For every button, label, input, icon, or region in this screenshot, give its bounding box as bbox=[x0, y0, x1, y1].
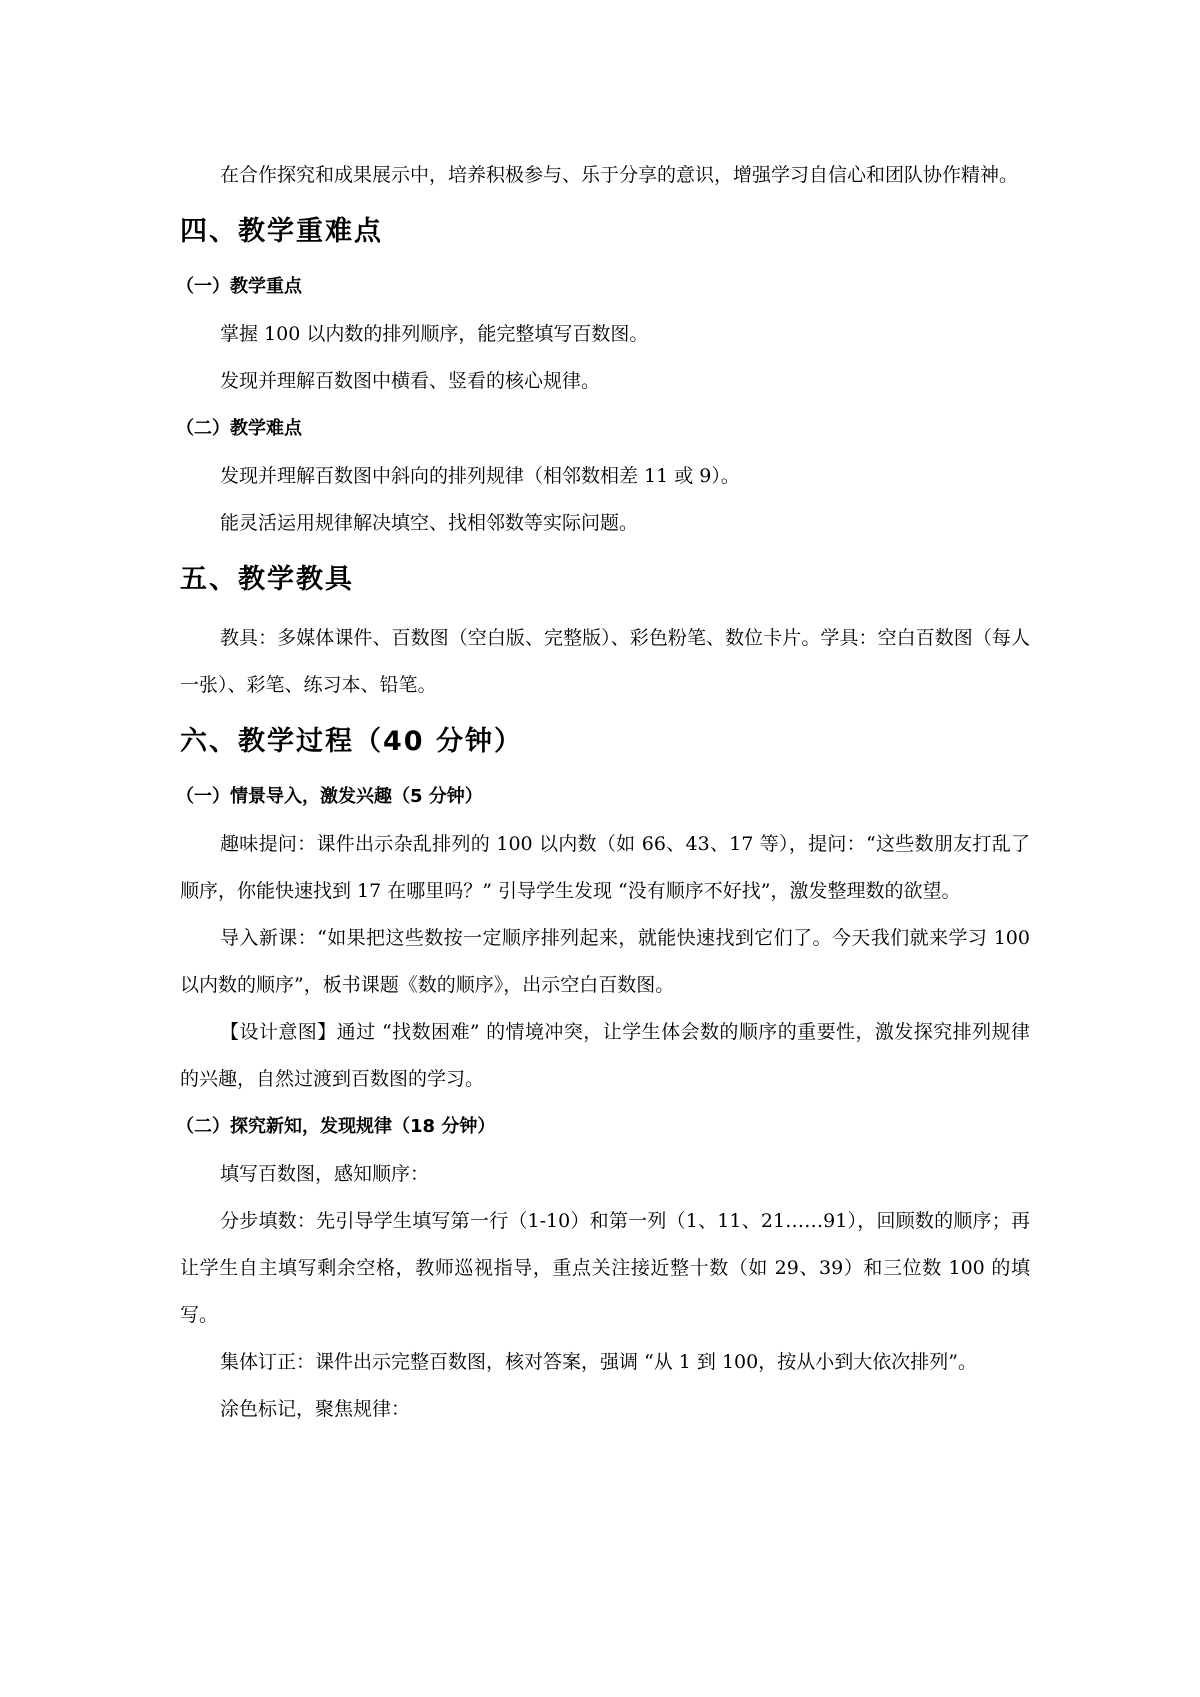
paragraph: 教具：多媒体课件、百数图（空白版、完整版）、彩色粉笔、数位卡片。学具：空白百数图（每人一张）、彩笔、练习本、铅笔。 bbox=[180, 627, 1030, 696]
section-heading: 六、教学过程（40 分钟） bbox=[180, 726, 523, 757]
subsection-heading: （一）情景导入，激发兴趣（5 分钟） bbox=[176, 786, 483, 807]
paragraph: 填写百数图，感知顺序： bbox=[220, 1163, 430, 1185]
paragraph: 在合作探究和成果展示中，培养积极参与、乐于分享的意识，增强学习自信心和团队协作精神。 bbox=[220, 164, 1019, 186]
paragraph: 导入新课：“如果把这些数按一定顺序排列起来，就能快速找到它们了。今天我们就来学习 100 以内数的顺序”，板书课题《数的顺序》，出示空白百数图。 bbox=[180, 927, 1030, 996]
paragraph: 集体订正：课件出示完整百数图，核对答案，强调 “从 1 到 100，按从小到大依次排列”。 bbox=[220, 1351, 977, 1373]
section-heading: 五、教学教具 bbox=[180, 564, 354, 595]
paragraph: 分步填数：先引导学生填写第一行（1-10）和第一列（1、11、21……91），回顾数的顺序；再让学生自主填写剩余空格，教师巡视指导，重点关注接近整十数（如 29、39）和三位数 100 的填写。 bbox=[180, 1210, 1030, 1326]
subsection-heading: （一）教学重点 bbox=[176, 276, 302, 297]
paragraph: 发现并理解百数图中斜向的排列规律（相邻数相差 11 或 9）。 bbox=[220, 465, 740, 487]
section-heading: 四、教学重难点 bbox=[180, 216, 383, 247]
subsection-heading: （二）探究新知，发现规律（18 分钟） bbox=[176, 1116, 496, 1137]
paragraph: 掌握 100 以内数的排列顺序，能完整填写百数图。 bbox=[220, 323, 649, 345]
paragraph: 【设计意图】通过 “找数困难” 的情境冲突，让学生体会数的顺序的重要性，激发探究排列规律的兴趣，自然过渡到百数图的学习。 bbox=[180, 1021, 1030, 1090]
subsection-heading: （二）教学难点 bbox=[176, 418, 302, 439]
paragraph: 能灵活运用规律解决填空、找相邻数等实际问题。 bbox=[220, 512, 639, 534]
paragraph: 趣味提问：课件出示杂乱排列的 100 以内数（如 66、43、17 等），提问：“这些数朋友打乱了顺序，你能快速找到 17 在哪里吗？” 引导学生发现 “没有顺序不好找”，激发整理数的欲望。 bbox=[180, 833, 1030, 902]
paragraph: 涂色标记，聚焦规律： bbox=[220, 1398, 411, 1420]
paragraph: 发现并理解百数图中横看、竖看的核心规律。 bbox=[220, 370, 601, 392]
